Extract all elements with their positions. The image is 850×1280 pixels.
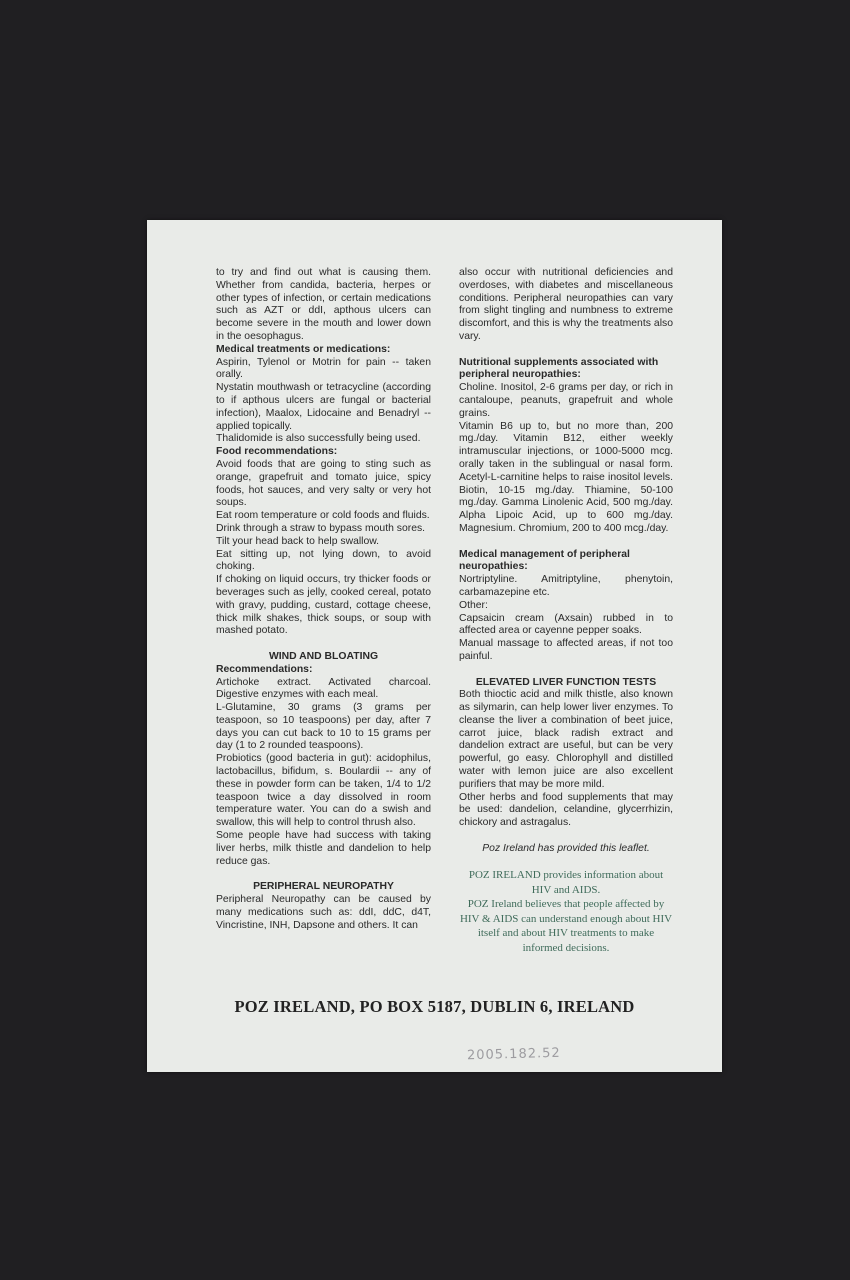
section-title: WIND AND BLOATING bbox=[268, 650, 379, 662]
credit-line: Poz Ireland has provided this leaflet. bbox=[482, 842, 650, 854]
section-heading: Recommendations: bbox=[216, 663, 313, 675]
section-heading: Medical treatments or medications: bbox=[216, 343, 391, 355]
left-column bbox=[216, 267, 431, 932]
paragraph: Thalidomide is also successfully being used. bbox=[216, 433, 421, 445]
paragraph: Aspirin, Tylenol or Motrin for pain -- taken orally. bbox=[216, 356, 431, 381]
paragraph: to try and find out what is causing them. Whether from candida, bacteria, herpes or other types of infection, or certain medications such as AZT or ddI, apthous ulcers can become severe in the mouth and lower down in the oesophagus. bbox=[216, 267, 431, 342]
paragraph: Eat sitting up, not lying down, to avoid choking. bbox=[216, 548, 431, 573]
accession-number: 2005.182.52 bbox=[466, 1045, 561, 1064]
section-title: PERIPHERAL NEUROPATHY bbox=[253, 881, 394, 893]
section-title: ELEVATED LIVER FUNCTION TESTS bbox=[475, 676, 657, 688]
spacer bbox=[216, 868, 431, 881]
paragraph: Avoid foods that are going to sting such as orange, grapefruit and tomato juice, spicy foods, hot sauces, and very salty or very hot soups. bbox=[216, 458, 431, 509]
paragraph: Probiotics (good bacteria in gut): acidophilus, lactobacillus, bifidum, s. Boulardii -- any of these in powder form can be taken, 1/4 to 1/2 teaspoon twice a day dissolved in room temperature water. You can do a swish and swallow, this will help to control thrush also. bbox=[216, 753, 431, 829]
paragraph: also occur with nutritional deficiencies and overdoses, with diabetes and miscellaneous conditions. Peripheral neuropathies can vary from slight tingling and numbness to extreme discomfort, and this is why the treatments also vary. bbox=[459, 267, 673, 342]
paragraph: Tilt your head back to help swallow. bbox=[216, 535, 380, 547]
paragraph: Eat room temperature or cold foods and fluids. bbox=[216, 510, 430, 522]
section-heading: Medical management of peripheral neuropathies: bbox=[459, 548, 630, 573]
paragraph: Nystatin mouthwash or tetracycline (according to if apthous ulcers are fungal or bacterial infection), Maalox, Lidocaine and Benadryl -- applied topically. bbox=[216, 382, 431, 432]
poz-info-text: POZ IRELAND provides information about HIV and AIDS. bbox=[468, 869, 664, 896]
spacer bbox=[459, 856, 673, 869]
paragraph: Other herbs and food supplements that may be used: dandelion, celandine, glycerrhizin, chickory and astragalus. bbox=[459, 791, 673, 829]
paragraph: If choking on liquid occurs, try thicker foods or beverages such as jelly, cooked cereal, potato with gravy, pudding, custard, cottage cheese, thick milk shakes, thick soups, or soup with mashed potato. bbox=[216, 574, 431, 637]
spacer bbox=[216, 638, 431, 651]
spacer bbox=[459, 536, 673, 549]
paragraph: Other: bbox=[459, 599, 488, 611]
paragraph: Choline. Inositol, 2-6 grams per day, or rich in cantaloupe, peanuts, grapefruit and whole grains. bbox=[459, 382, 673, 419]
paragraph: Capsaicin cream (Axsain) rubbed in to affected area or cayenne pepper soaks. bbox=[459, 612, 673, 637]
paragraph: Drink through a straw to bypass mouth sores. bbox=[216, 522, 426, 534]
right-column bbox=[459, 267, 673, 955]
spacer bbox=[459, 664, 673, 677]
poz-info-text: POZ Ireland believes that people affected by HIV & AIDS can understand enough about HIV itself and about HIV treatments to make informed decisions. bbox=[459, 898, 673, 954]
paragraph: Nortriptyline. Amitriptyline, phenytoin, carbamazepine etc. bbox=[459, 574, 673, 598]
paragraph: Both thioctic acid and milk thistle, also known as silymarin, can help lower liver enzymes. To cleanse the liver a combination of beet juice, carrot juice, black radish extract and dandelion extract are useful, but can be very powerful, go easy. Chlorophyll and distilled water with lemon juice are also excellent purifiers that may be more mild. bbox=[459, 689, 673, 790]
spacer bbox=[459, 830, 673, 843]
paragraph: L-Glutamine, 30 grams (3 grams per teaspoon, so 10 teaspoons) per day, after 7 days you can cut back to 10 to 15 grams per day (1 to 2 rounded teaspoons). bbox=[216, 702, 431, 752]
paragraph: Some people have had success with taking liver herbs, milk thistle and dandelion to help reduce gas. bbox=[216, 830, 431, 867]
leaflet-page bbox=[147, 220, 722, 1072]
paragraph: Artichoke extract. Activated charcoal. Digestive enzymes with each meal. bbox=[216, 676, 431, 701]
paragraph: Vitamin B6 up to, but no more than, 200 mg./day. Vitamin B12, either weekly intramuscular injections, or 1000-5000 mcg. orally taken in the sublingual or nasal form. Acetyl-L-carnitine helps to raise inositol levels. Biotin, 10-15 mg./day. Thiamine, 50-100 mg./day. Gamma Linolenic Acid, 500 mg./day. Alpha Lipoic Acid, up to 600 mg./day. Magnesium. Chromium, 200 to 400 mcg./day. bbox=[459, 420, 673, 534]
paragraph: Peripheral Neuropathy can be caused by many medications such as: ddI, ddC, d4T, Vincristine, INH, Dapsone and others. It can bbox=[216, 894, 431, 931]
paragraph: Manual massage to affected areas, if not too painful. bbox=[459, 638, 673, 662]
section-heading: Food recommendations: bbox=[216, 446, 338, 458]
section-heading: Nutritional supplements associated with peripheral neuropathies: bbox=[459, 356, 659, 381]
footer-address: POZ IRELAND, PO BOX 5187, DUBLIN 6, IRELAND bbox=[234, 997, 635, 1016]
spacer bbox=[459, 344, 673, 357]
